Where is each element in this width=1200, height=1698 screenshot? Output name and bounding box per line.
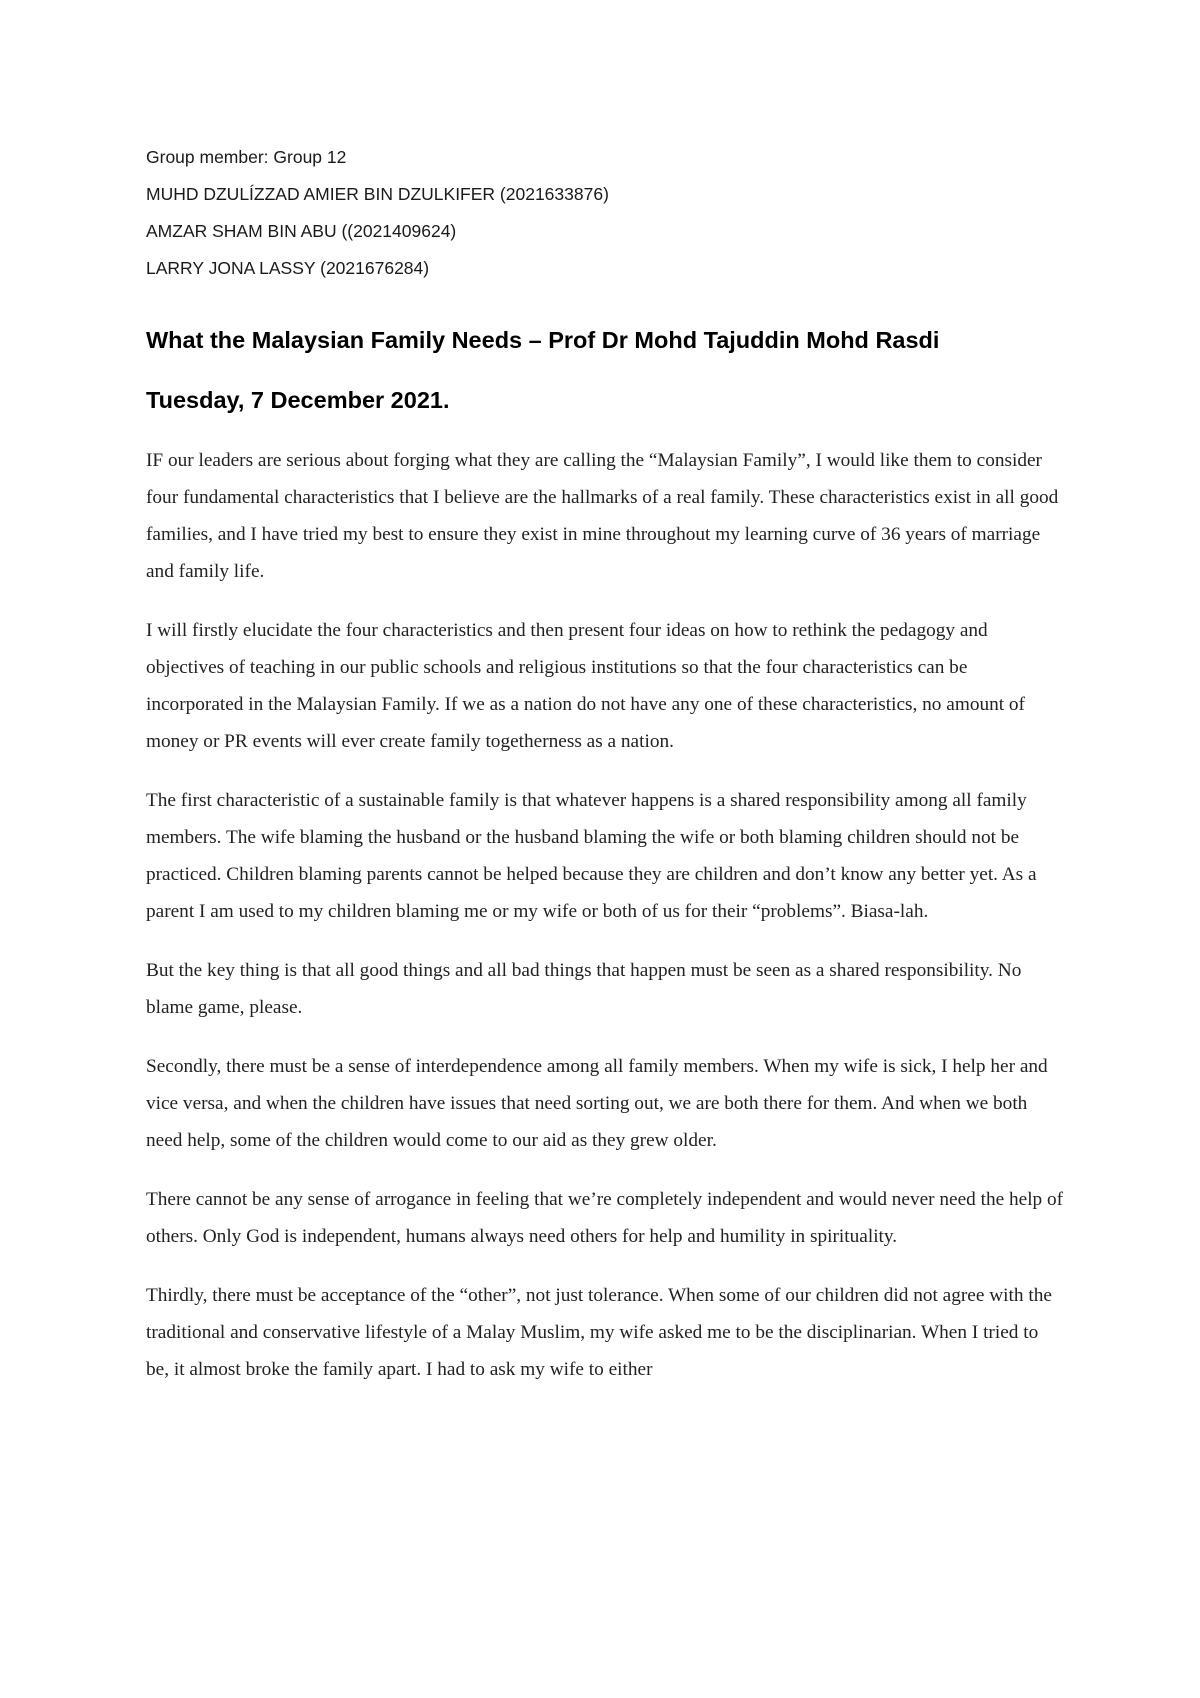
group-label: Group member: Group 12: [146, 147, 347, 167]
paragraph: IF our leaders are serious about forging what they are calling the “Malaysian Family”, I would like them to consider four fundamental characteristics that I believe are the hallmarks of a real family. These characteristics exist in all good families, and I have tried my best to ensure they exist in mine throughout my learning curve of 36 years of marriage and family life.: [146, 450, 1059, 582]
paragraph: But the key thing is that all good things and all bad things that happen must be seen as a shared responsibility. No blame game, please.: [146, 960, 1022, 1018]
member-name: AMZAR SHAM BIN ABU ((2021409624): [146, 221, 457, 241]
member-name: MUHD DZULÍZZAD AMIER BIN DZULKIFER (2021633876): [146, 184, 609, 204]
article-body: [146, 442, 1064, 1410]
group-members-block: [146, 146, 1066, 294]
paragraph: Thirdly, there must be acceptance of the “other”, not just tolerance. When some of our children did not agree with the traditional and conservative lifestyle of a Malay Muslim, my wife asked me to be the disciplinarian. When I tried to be, it almost broke the family apart. I had to ask my wife to either: [146, 1285, 1052, 1380]
member-name: LARRY JONA LASSY (2021676284): [146, 258, 430, 278]
article-title: What the Malaysian Family Needs – Prof Dr Mohd Tajuddin Mohd Rasdi: [146, 327, 940, 353]
paragraph: Secondly, there must be a sense of interdependence among all family members. When my wife is sick, I help her and vice versa, and when the children have issues that need sorting out, we are both there for them. And when we both need help, some of the children would come to our aid as they grew older.: [146, 1056, 1048, 1151]
paragraph: I will firstly elucidate the four characteristics and then present four ideas on how to rethink the pedagogy and objectives of teaching in our public schools and religious institutions so that the four characteristics can be incorporated in the Malaysian Family. If we as a nation do not have any one of these characteristics, no amount of money or PR events will ever create family togetherness as a nation.: [146, 620, 1025, 752]
paragraph: The first characteristic of a sustainable family is that whatever happens is a shared responsibility among all family members. The wife blaming the husband or the husband blaming the wife or both blaming children should not be practiced. Children blaming parents cannot be helped because they are children and don’t know any better yet. As a parent I am used to my children blaming me or my wife or both of us for their “problems”. Biasa-lah.: [146, 790, 1037, 922]
article-date: Tuesday, 7 December 2021.: [146, 387, 450, 413]
paragraph: There cannot be any sense of arrogance in feeling that we’re completely independent and would never need the help of others. Only God is independent, humans always need others for help and humility in spirituality.: [146, 1189, 1064, 1247]
